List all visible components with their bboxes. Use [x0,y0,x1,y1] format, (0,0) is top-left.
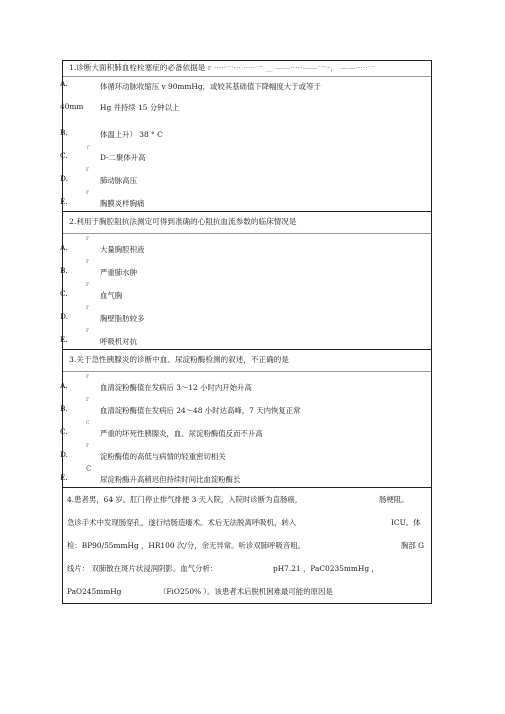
option-d[interactable] [60,303,431,326]
radio-icon[interactable]: r [86,396,89,403]
option-a[interactable] [60,372,431,395]
radio-icon[interactable]: r [86,189,89,196]
question-4-text: 线片： 双肺散在斑片状浸润阴影。血气分析： [67,564,218,573]
question-1 [62,60,432,211]
question-3 [62,349,432,487]
question-1-stem-artifacts: r ·····一··· ·····一 __ ——·····——一·-， ——·····一 [207,63,376,72]
radio-icon[interactable]: r [86,258,89,265]
question-4-line-3 [63,534,431,557]
option-text: 胸膜炎样胸痛 [100,199,145,208]
question-4-line-2 [63,511,431,534]
option-letter: 40mm [60,102,84,111]
option-text: 大量胸腔积液 [100,245,145,254]
option-letter: A. [60,381,68,390]
option-letter: D. [60,450,69,459]
option-d[interactable] [60,441,431,464]
question-1-text: 1.诊断大面积肺血栓栓塞症的必备依据是 [69,63,206,72]
option-letter: D. [60,174,69,183]
option-text: 严重肺水肿 [100,268,137,277]
question-4 [62,487,432,604]
question-4-text: 检：BP90/55mmHg ，HR100 次/分，余无异常。听诊双肺呼吸音粗。 [67,541,306,550]
option-e[interactable] [60,188,431,211]
option-text: 胸壁脂肪较多 [100,314,145,323]
question-4-text: PaO245mmHg [67,587,122,596]
option-e[interactable] [60,326,431,349]
option-text: 血气胸 [100,291,123,300]
option-letter: E. [60,335,68,344]
option-letter: C. [60,151,68,160]
option-text: 肺动脉高压 [100,176,137,185]
question-4-text: 肠梗阻。 [379,495,409,504]
option-letter: E. [60,197,68,206]
option-text: D-二聚体升高 [100,153,146,162]
option-letter: C. [60,289,68,298]
question-4-text: （FiO250% ）。该患者术后脱机困难最可能的原因是 [159,587,333,596]
question-3-stem: 3.关于急性胰腺炎的诊断中血、尿淀粉酶检测的叙述，不正确的是 [63,350,431,372]
question-4-text: 4.患者男，64 岁。肛门停止排气排便 3 天入院，入院时诊断为直肠癌， [67,495,303,504]
option-letter: A. [60,79,68,88]
radio-icon[interactable]: C [86,465,92,473]
option-a-continued [60,98,431,119]
option-c[interactable] [60,142,431,165]
option-b[interactable] [60,119,431,142]
option-b[interactable] [60,257,431,280]
question-4-line-1 [63,488,431,511]
question-4-line-5 [63,580,431,603]
option-letter: A. [60,243,68,252]
radio-icon[interactable]: r [86,166,89,173]
option-c[interactable] [60,418,431,441]
question-2-stem: 2.利用于胸腔阻抗法测定可得到准确的心阻抗血流参数的临床情况是 [63,212,431,234]
option-letter: C. [60,427,68,436]
option-c[interactable] [60,280,431,303]
option-text: 血清淀粉酶值在发病后 24～48 小时达高峰，7 天内恢复正常 [100,406,301,415]
question-4-text: pH7.21 ，PaC0235mmHg ， [273,564,379,573]
radio-icon[interactable]: r [86,373,89,380]
option-e[interactable] [60,464,431,487]
option-letter: B. [60,128,68,137]
option-text: 尿淀粉酶升高稍迟但持续时间比血淀粉酶长 [100,475,241,484]
option-text: 呼吸机对抗 [100,337,137,346]
radio-icon[interactable]: r [86,235,89,242]
option-text: 体温上升） 38 ° C [100,130,163,139]
question-4-text: ICU。体 [391,518,421,527]
option-letter: E. [60,473,68,482]
question-sheet [62,60,432,604]
option-text: 淀粉酶值的高低与病情的轻重密切相关 [100,452,226,461]
option-text: 体循环动脉收缩压 v 90mmHg，或较其基础值下降幅度大于或等于 [100,82,321,91]
option-b[interactable] [60,395,431,418]
radio-icon[interactable]: r [86,327,89,334]
radio-icon[interactable]: r [86,304,89,311]
radio-icon[interactable]: r [86,442,89,449]
option-letter: B. [60,404,68,413]
radio-icon[interactable]: ┌ [86,143,90,150]
question-1-stem [63,61,431,77]
radio-icon[interactable]: c [86,419,90,426]
radio-icon[interactable]: r [86,281,89,288]
question-4-text: 急诊手术中发现肠穿孔，遂行结肠造瘘术。术后无法脱离呼吸机，转入 [67,518,297,527]
option-letter: B. [60,266,68,275]
option-letter: D. [60,312,69,321]
option-text: 血清淀粉酶值在发病后 3～12 小时内开始升高 [100,383,252,392]
option-text: Hg 并持续 15 分钟以上 [100,103,180,112]
question-4-line-4 [63,557,431,580]
option-a[interactable] [60,234,431,257]
question-2 [62,211,432,349]
option-a[interactable] [60,77,431,98]
option-d[interactable] [60,165,431,188]
option-text: 严重的坏死性胰腺炎，血、尿淀粉酶值反而不升高 [100,429,263,438]
question-4-text: 胸部 G [401,541,425,550]
